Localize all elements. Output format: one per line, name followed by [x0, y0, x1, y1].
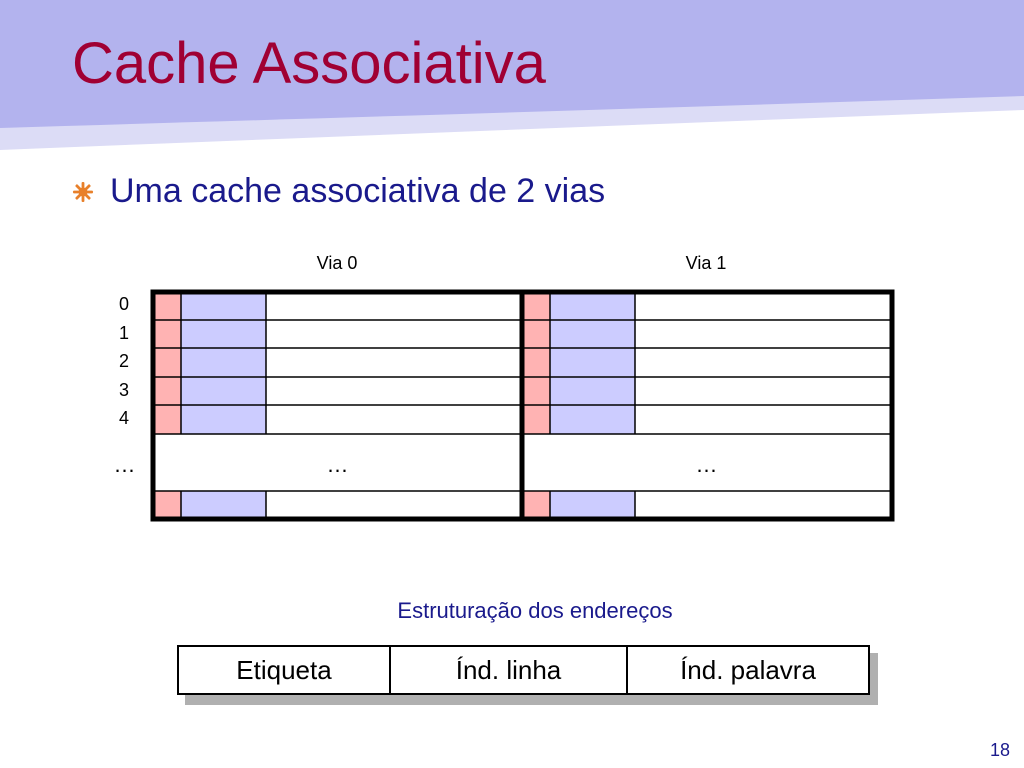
way-1-data-cell — [635, 491, 892, 519]
address-field-line-index: Índ. linha — [389, 647, 626, 693]
way-0-tag-cell — [181, 320, 266, 348]
way-0-ellipsis: … — [326, 452, 352, 477]
way-0-valid-bit-cell — [153, 491, 181, 519]
way-0-valid-bit-cell — [153, 377, 181, 405]
row-ellipsis-label: … — [113, 452, 139, 477]
way-1-tag-cell — [550, 348, 635, 377]
way-1-data-cell — [635, 405, 892, 434]
way-0-data-cell — [266, 348, 521, 377]
way-1-valid-bit-cell — [523, 405, 550, 434]
way-1-ellipsis: … — [695, 452, 721, 477]
way-0-data-cell — [266, 320, 521, 348]
address-fields-box — [177, 645, 870, 695]
address-field-tag: Etiqueta — [236, 654, 332, 685]
way-1-data-cell — [635, 294, 892, 320]
way-1-data-cell — [635, 348, 892, 377]
slide-title: Cache Associativa — [72, 31, 546, 96]
way-1-tag-cell — [550, 320, 635, 348]
way-0-tag-cell — [181, 491, 266, 519]
way-label-0: Via 0 — [316, 253, 358, 273]
way-1-tag-cell — [550, 377, 635, 405]
row-label-2: 2 — [118, 351, 129, 371]
way-0-tag-cell — [181, 294, 266, 320]
way-0-valid-bit-cell — [153, 320, 181, 348]
address-field-word-index: Índ. palavra — [626, 647, 868, 693]
address-caption: Estruturação dos endereços — [397, 598, 673, 623]
page-number: 18 — [989, 740, 1010, 760]
way-1-valid-bit-cell — [523, 377, 550, 405]
way-0-data-cell — [266, 405, 521, 434]
way-1-valid-bit-cell — [523, 491, 550, 519]
row-label-1: 1 — [118, 323, 129, 343]
row-label-3: 3 — [118, 380, 129, 400]
way-0-valid-bit-cell — [153, 294, 181, 320]
way-1-data-cell — [635, 377, 892, 405]
way-0-tag-cell — [181, 377, 266, 405]
way-0-tag-cell — [181, 348, 266, 377]
way-0-data-cell — [266, 377, 521, 405]
way-0-valid-bit-cell — [153, 348, 181, 377]
way-0-tag-cell — [181, 405, 266, 434]
way-1-valid-bit-cell — [523, 348, 550, 377]
way-1-data-cell — [635, 320, 892, 348]
row-label-0: 0 — [118, 294, 129, 314]
way-0-data-cell — [266, 491, 521, 519]
way-1-tag-cell — [550, 294, 635, 320]
way-1-valid-bit-cell — [523, 320, 550, 348]
way-label-1: Via 1 — [685, 253, 727, 273]
way-0-valid-bit-cell — [153, 405, 181, 434]
row-label-4: 4 — [118, 408, 129, 428]
way-0-data-cell — [266, 294, 521, 320]
way-1-tag-cell — [550, 491, 635, 519]
way-1-valid-bit-cell — [523, 294, 550, 320]
way-1-tag-cell — [550, 405, 635, 434]
bullet-text: Uma cache associativa de 2 vias — [110, 172, 606, 210]
